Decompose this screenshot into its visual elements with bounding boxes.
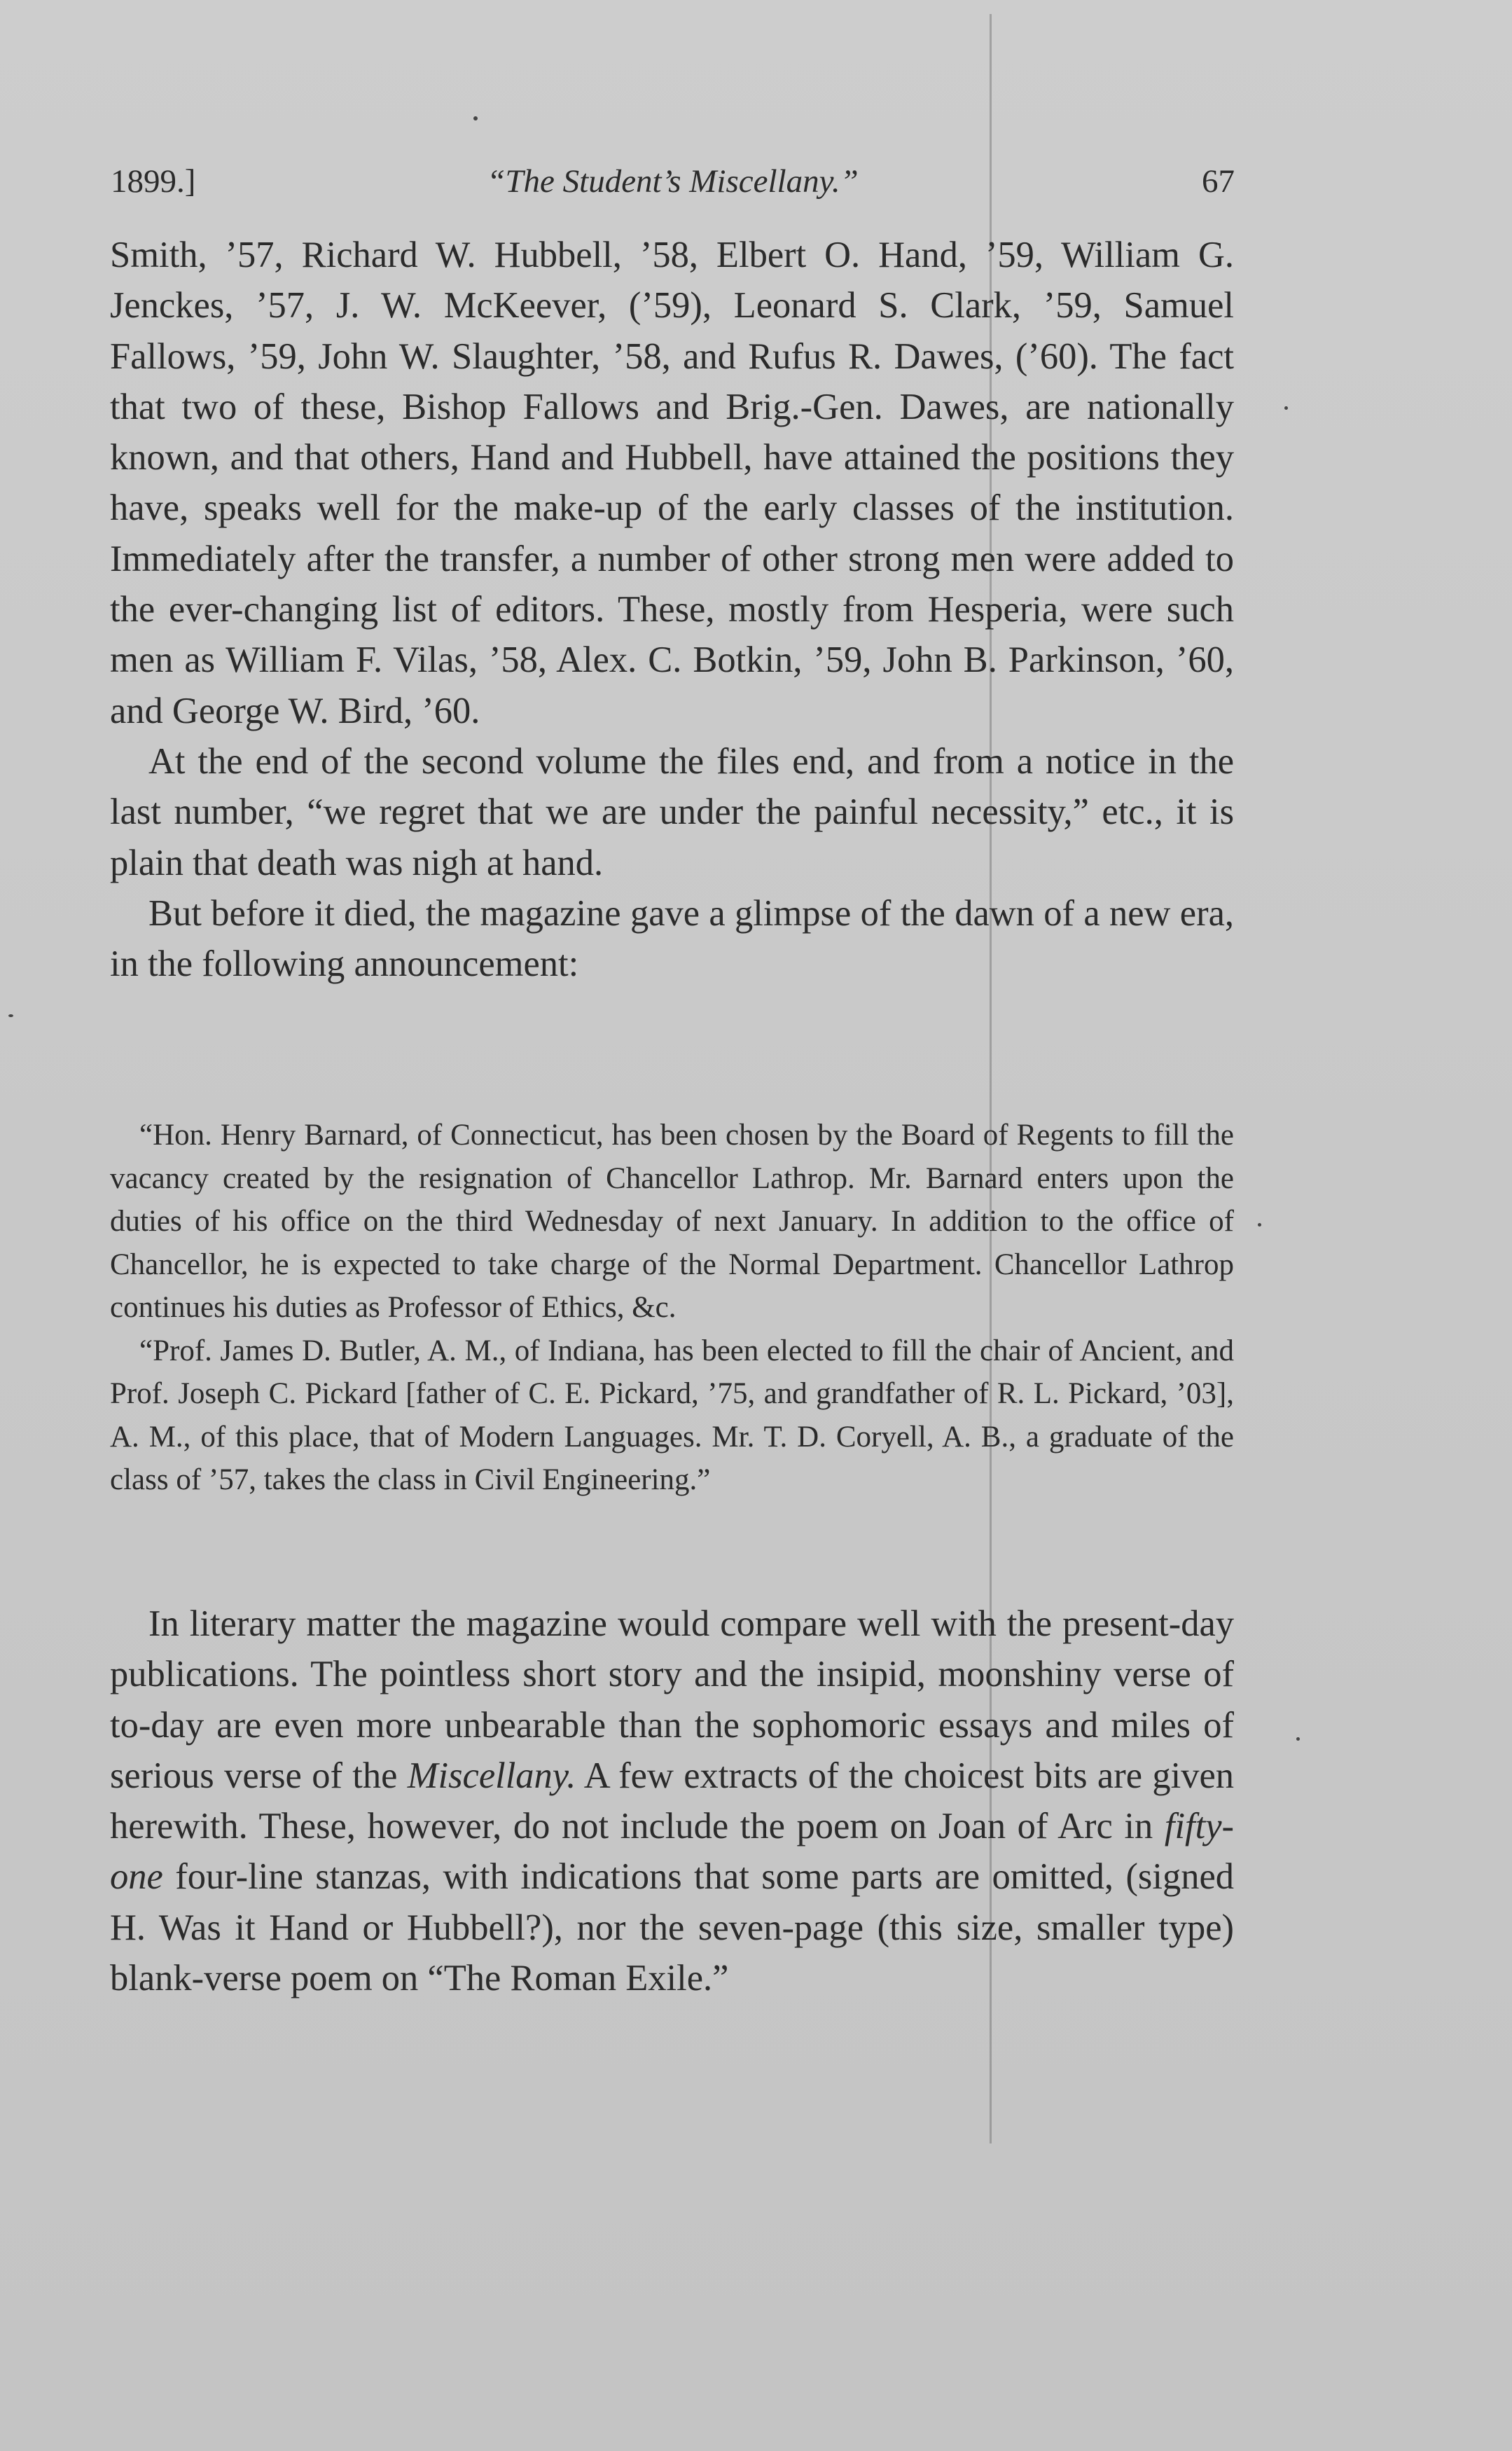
dust-speck [8,1014,13,1017]
text-run: four-line stanzas, with indications that some parts are omitted, (signed H. Was it Hand or Hubbell?), nor the seven-page (this size, smaller type) blank-verse poem on “The Roman Exile.” [110,1856,1234,1999]
dust-speck [1258,1223,1261,1227]
quote-butler: “Prof. James D. Butler, A. M., of Indiana, has been elected to fill the chair of Ancient, and Prof. Joseph C. Pickard [father of C. E. Pickard, ’75, and grandfather of R. L. Pickard, ’03], A. M., of this place, that of Modern Languages. Mr. T. D. Coryell, A. B., a graduate of the class of ’57, takes the class in Civil Engineering.” [110,1334,1234,1496]
dust-speck [1284,406,1288,410]
page-number: 67 [1202,163,1235,200]
italic-miscellany: Miscellany. [407,1755,576,1796]
quote-barnard: “Hon. Henry Barnard, of Connecticut, has been chosen by the Board of Regents to fill the vacancy created by the resignation of Chancellor Lathrop. Mr. Barnard enters upon the duties of his office on the third Wednesday of next January. In addition to the office of Chancellor, he is expected to take charge of the Normal Department. Chancellor Lathrop continues his duties as Professor of Ethics, &c. [110,1119,1234,1324]
paragraph-announcement-intro: But before it died, the magazine gave a glimpse of the dawn of a new era, in the following announcement: [110,892,1234,985]
text-run: In literary matter the magazine would compare well with the present-day publications. The pointless short story and the insipid, moonshiny verse of to-day are even more unbearable than the sophomoric essays and miles of serious verse of the [110,1603,1234,1796]
paragraph-files-end: At the end of the second volume the files end, and from a notice in the last number, “we regret that we are under the painful necessity,” etc., it is plain that death was nigh at hand. [110,740,1234,883]
header-title: “The Student’s Miscellany.” [487,163,859,200]
body-text [110,230,1234,989]
quoted-announcement [110,1114,1234,1502]
dust-speck [473,116,478,120]
italic-fifty-one: fifty-one [110,1806,1234,1898]
dust-speck [1296,1737,1300,1741]
header-date: 1899.] [111,163,196,200]
running-header [111,163,1235,212]
paragraph-literary-matter [110,1599,1234,2003]
body-text-continued [110,1599,1234,2003]
text-run: A few extracts of the choicest bits are given herewith. These, however, do not include the poem on Joan of Arc in [110,1755,1235,1847]
paragraph-editors: Smith, ’57, Richard W. Hubbell, ’58, Elbert O. Hand, ’59, William G. Jenckes, ’57, J. W. McKeever, (’59), Leonard S. Clark, ’59, Samuel Fallows, ’59, John W. Slaughter, ’58, and Rufus R. Dawes, (’60). The fact that two of these, Bishop Fallows and Brig.-Gen. Dawes, are nationally known, and that others, Hand and Hubbell, have attained the positions they have, speaks well for the make-up of the early classes of the institution. Immediately after the transfer, a number of other strong men were added to the ever-changing list of editors. These, mostly from Hesperia, were such men as William F. Vilas, ’58, Alex. C. Botkin, ’59, John B. Parkinson, ’60, and George W. Bird, ’60. [110,235,1234,731]
